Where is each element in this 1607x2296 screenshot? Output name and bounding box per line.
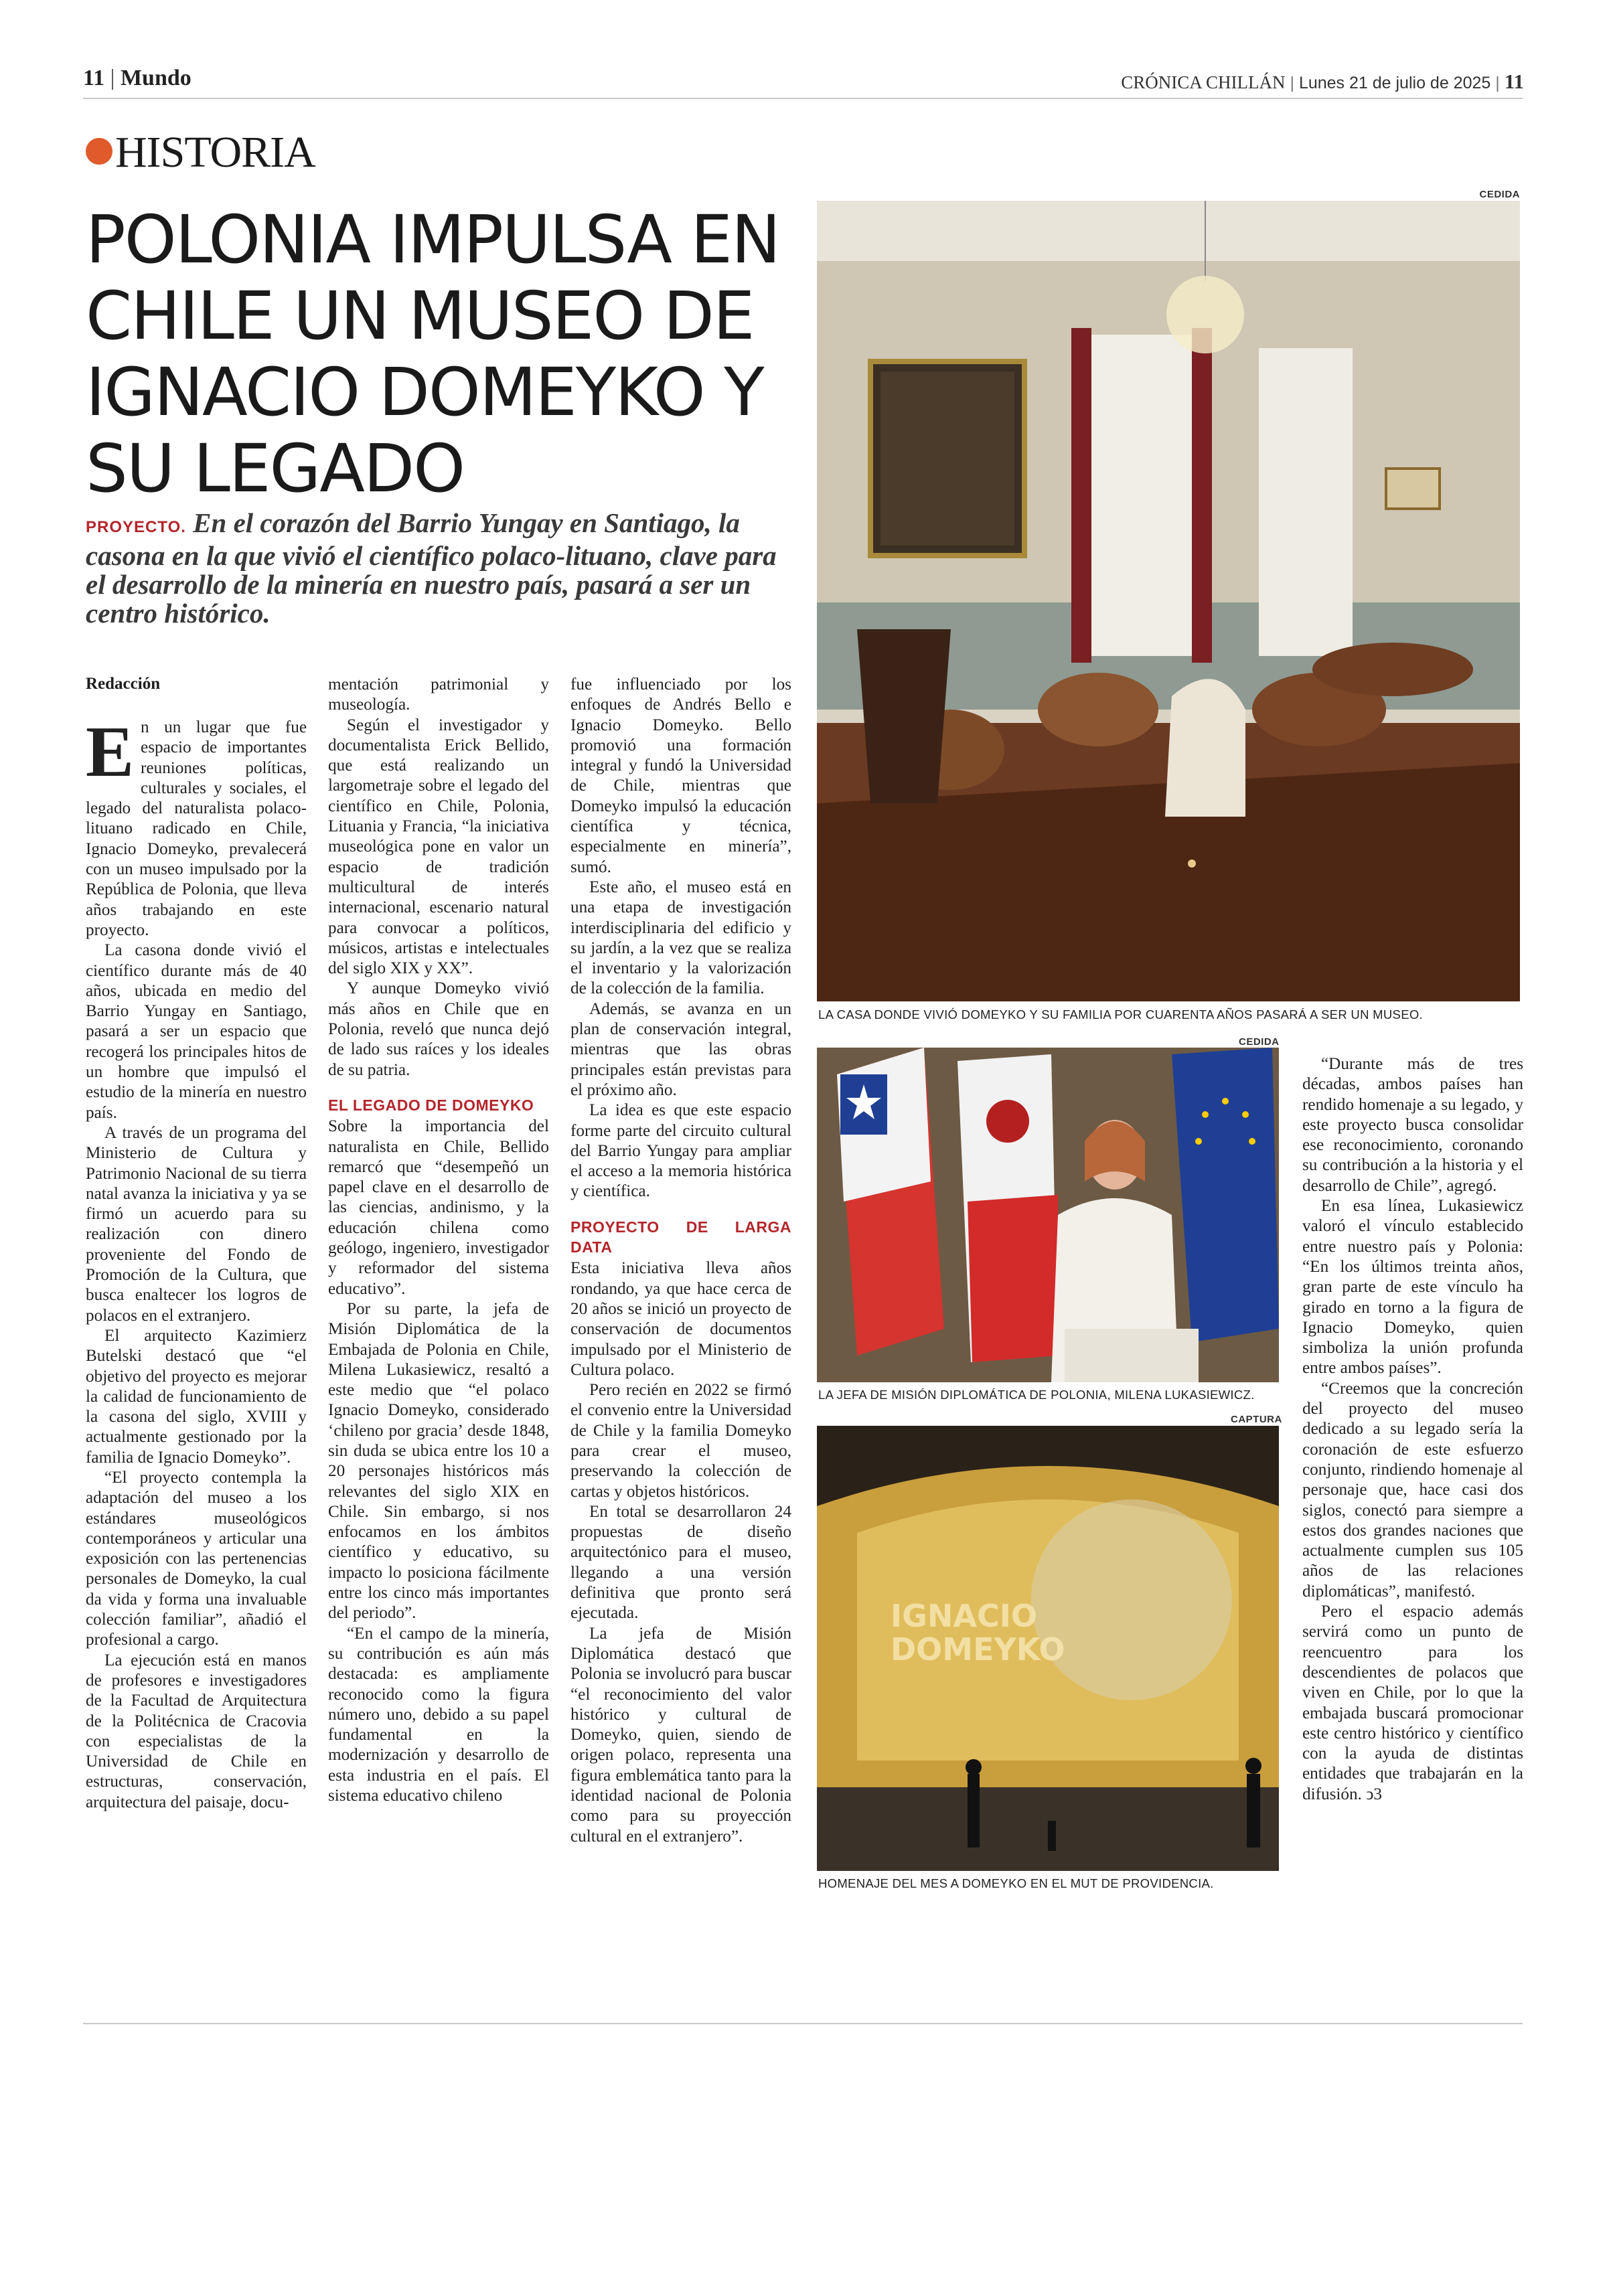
- footer-rule: [83, 2023, 1523, 2024]
- paragraph: n un lugar que fue espacio de importantes reuniones políticas, culturales y sociales, el legado del naturalista polaco-lituano radicado en Chile, Ignacio Domeyko, prevalecerá con un museo impulsado por la República de Polonia, que lleva años trabajando en este proyecto.: [86, 718, 307, 939]
- paragraph: Por su parte, la jefa de Misión Diplomática de la Embajada de Polonia en Chile, Milena Lukasiewicz, resaltó a este medio que “el polaco Ignacio Domeyko, considerado ‘chileno por gracia’ desde 1848, sin duda se ubica entre los 10 a 20 personajes históricos más relevantes del siglo XIX en Chile. Sin embargo, si nos enfocamos en los ámbitos científico y educativo, su impacto lo posiciona fácilmente entre los cinco más importantes del periodo”.: [328, 1299, 549, 1623]
- paragraph: fue influenciado por los enfoques de Andrés Bello e Ignacio Domeyko. Bello promovió una formación integral y fundó la Universidad de Chile, mientras que Domeyko impulsó la educación científica y técnica, especialmente en minería”, sumó.: [570, 675, 791, 876]
- paragraph: En esa línea, Lukasiewicz valoró el vínculo establecido entre nuestro país y Polonia: “En los últimos treinta años, gran parte de este vínculo ha girado en torno a la figura de Ignacio Domeyko, quien simboliza la unión profunda entre ambos países”.: [1302, 1197, 1523, 1378]
- exhibit-image: [817, 1426, 1279, 1871]
- projection-text: IGNACIO: [891, 1598, 1037, 1634]
- page-number-right: 11: [1504, 70, 1524, 93]
- article-column-5: [1302, 1054, 1523, 1805]
- paragraph: Y aunque Domeyko vivió más años en Chile que en Polonia, reveló que nunca dejó de lado sus raíces y los ideales de su patria.: [328, 979, 549, 1079]
- paragraph: Pero recién en 2022 se firmó el convenio entre la Universidad de Chile y la familia Domeyko para crear el museo, preservando la colección de cartas y objetos históricos.: [570, 1381, 791, 1501]
- issue-date: Lunes 21 de julio de 2025: [1298, 74, 1491, 92]
- article-column-3: [570, 675, 791, 1847]
- paragraph: “Creemos que la concreción del proyecto del museo dedicado a su legado sería la coronación de este esfuerzo conjunto, rindiendo homenaje al personaje que, hace casi dos siglos, conectó para siempre a estos dos grandes naciones que actualmente cumplen sus 105 años de las relaciones diplomáticas”, manifestó.: [1302, 1379, 1523, 1601]
- photo-credit-diplomat: CEDIDA: [1239, 1036, 1280, 1048]
- main-photo: [817, 201, 1520, 1001]
- photo-credit-exhibit: CAPTURA: [1231, 1414, 1282, 1425]
- living-room-image: [817, 201, 1520, 1001]
- paragraph: “El proyecto contempla la adaptación del museo a los estándares museológicos contemporáneos y articular una exposición con las pertenencias personales de Domeyko, la cual da vida y forma una invaluable colección familiar”, añadió el profesional a cargo.: [86, 1468, 307, 1649]
- subheading-larga-data: PROYECTO DE LARGA DATA: [570, 1218, 791, 1256]
- caption-exhibit-photo: HOMENAJE DEL MES A DOMEYKO EN EL MUT DE PROVIDENCIA.: [818, 1876, 1214, 1890]
- byline: Redacción: [86, 675, 161, 693]
- paragraph: Este año, el museo está en una etapa de investigación interdisciplinaria del edificio y su jardín, a la vez que se realiza el inventario y la valorización de la colección de la familia.: [570, 878, 791, 998]
- paragraph: La ejecución está en manos de profesores e investigadores de la Facultad de Arquitectura de la Politécnica de Cracovia con especialistas de la Universidad de Chile en estructuras, conservación, arquitectura del paisaje, docu-: [86, 1651, 307, 1811]
- caption-main-photo: LA CASA DONDE VIVIÓ DOMEYKO Y SU FAMILIA POR CUARENTA AÑOS PASARÁ A SER UN MUSEO.: [818, 1007, 1423, 1021]
- paragraph: “Durante más de tres décadas, ambos países han rendido homenaje a su legado, y este proyecto busca consolidar ese reconocimiento, coronando su contribución a la historia y el desarrollo de Chile”, agregó.: [1302, 1055, 1523, 1195]
- paragraph: La casona donde vivió el científico durante más de 40 años, ubicada en medio del Barrio Yungay en Santiago, pasará a ser un espacio que recogerá los principales hitos de un hombre que impulsó el estudio de la minería en nuestro país.: [86, 941, 307, 1122]
- exhibit-photo: [817, 1426, 1279, 1871]
- article-column-2: [328, 675, 549, 1806]
- photo-credit-main: CEDIDA: [1479, 189, 1520, 200]
- subheading-legado: EL LEGADO DE DOMEYKO: [328, 1096, 534, 1114]
- paragraph: En total se desarrollaron 24 propuestas de diseño arquitectónico para el museo, llegando a una versión definitiva que pronto será ejecutada.: [570, 1502, 791, 1623]
- kicker-text: HISTORIA: [115, 128, 315, 177]
- paragraph: “En el campo de la minería, su contribución es aún más destacada: es ampliamente reconocido como la figura número uno, debido a su papel fundamental en la modernización y desarrollo de esta industria en el país. El sistema educativo chileno: [328, 1624, 549, 1805]
- header-rule: [83, 98, 1523, 99]
- paragraph: Sobre la importancia del naturalista en Chile, Bellido remarcó que “desempeñó un papel clave en el desarrollo de las ciencias, andinismo, y la educación chilena como geólogo, ingeniero, investigador y reformador del sistema educativo”.: [328, 1117, 549, 1298]
- paragraph: Pero el espacio además servirá como un punto de reencuentro para los descendientes de polacos que viven en Chile, por lo que la embajada buscará promocionar este centro histórico y científico con la ayuda de distintas entidades que trabajarán en la difusión. ↄ3: [1302, 1603, 1523, 1803]
- lead-text: En el corazón del Barrio Yungay en Santiago, la casona en la que vivió el científico polaco-lituano, clave para el desarrollo de la minería en nuestro país, pasará a ser un centro histórico.: [86, 507, 777, 629]
- paragraph: La jefa de Misión Diplomática destacó que Polonia se involucró para buscar “el reconocimiento del valor histórico y cultural de Domeyko, quien, siendo de origen polaco, representa una figura emblemática tanto para la identidad nacional de Polonia como para su proyección cultural en el extranjero”.: [570, 1624, 791, 1846]
- headline: POLONIA IMPULSA EN CHILE UN MUSEO DE IGNACIO DOMEYKO Y SU LEGADO: [86, 201, 780, 507]
- paragraph: A través de un programa del Ministerio de Cultura y Patrimonio Nacional de su tierra natal avanza la iniciativa y ya se firmó un acuerdo para su realización con dinero proveniente del Fondo de Promoción de la Cultura, que busca enaltecer los logros de polacos en el extranjero.: [86, 1123, 307, 1325]
- kicker-dot-icon: [86, 138, 112, 165]
- paragraph: mentación patrimonial y museología.: [328, 675, 549, 714]
- header-right: CRÓNICA CHILLÁN | Lunes 21 de julio de 2025 | 11: [1121, 70, 1524, 93]
- paragraph: Esta iniciativa lleva años rondando, ya que hace cerca de 20 años se inició un proyecto de conservación de documentos impulsado por el Ministerio de Cultura polaco.: [570, 1259, 791, 1379]
- paragraph: El arquitecto Kazimierz Butelski destacó que “el objetivo del proyecto es mejorar la calidad de funcionamiento de la casona del siglo, XVIII y actualmente gestionado por la familia de Ignacio Domeyko”.: [86, 1326, 307, 1467]
- page-number-left: 11: [83, 66, 105, 90]
- caption-diplomat-photo: LA JEFA DE MISIÓN DIPLOMÁTICA DE POLONIA, MILENA LUKASIEWICZ.: [818, 1388, 1255, 1402]
- lead-label: PROYECTO.: [86, 518, 186, 536]
- diplomat-image: [817, 1048, 1279, 1382]
- drop-cap: E: [86, 712, 135, 792]
- kicker: [86, 127, 315, 178]
- projection-text-2: DOMEYKO: [891, 1631, 1065, 1667]
- paragraph: Según el investigador y documentalista Erick Bellido, que está realizando un largometraje sobre el legado del científico en Chile, Polonia, Lituania y Francia, “la iniciativa museológica pone en valor un espacio de tradición multicultural de interés internacional, escenario natural para convocar a políticos, músicos, artistas e intelectuales del siglo XIX y XX”.: [328, 716, 549, 978]
- section-name: Mundo: [120, 66, 192, 90]
- lead-paragraph: [86, 509, 789, 628]
- article-column-1: [86, 712, 307, 1813]
- header-left: 11 | Mundo: [83, 66, 192, 90]
- diplomat-photo: [817, 1048, 1279, 1382]
- paragraph: Además, se avanza en un plan de conservación integral, mientras que las obras principales están previstas para el próximo año.: [570, 999, 791, 1099]
- publication-name: CRÓNICA CHILLÁN: [1121, 72, 1286, 92]
- paragraph: La idea es que este espacio forme parte del circuito cultural del Barrio Yungay para ampliar el acceso a la memoria histórica y científica.: [570, 1101, 791, 1201]
